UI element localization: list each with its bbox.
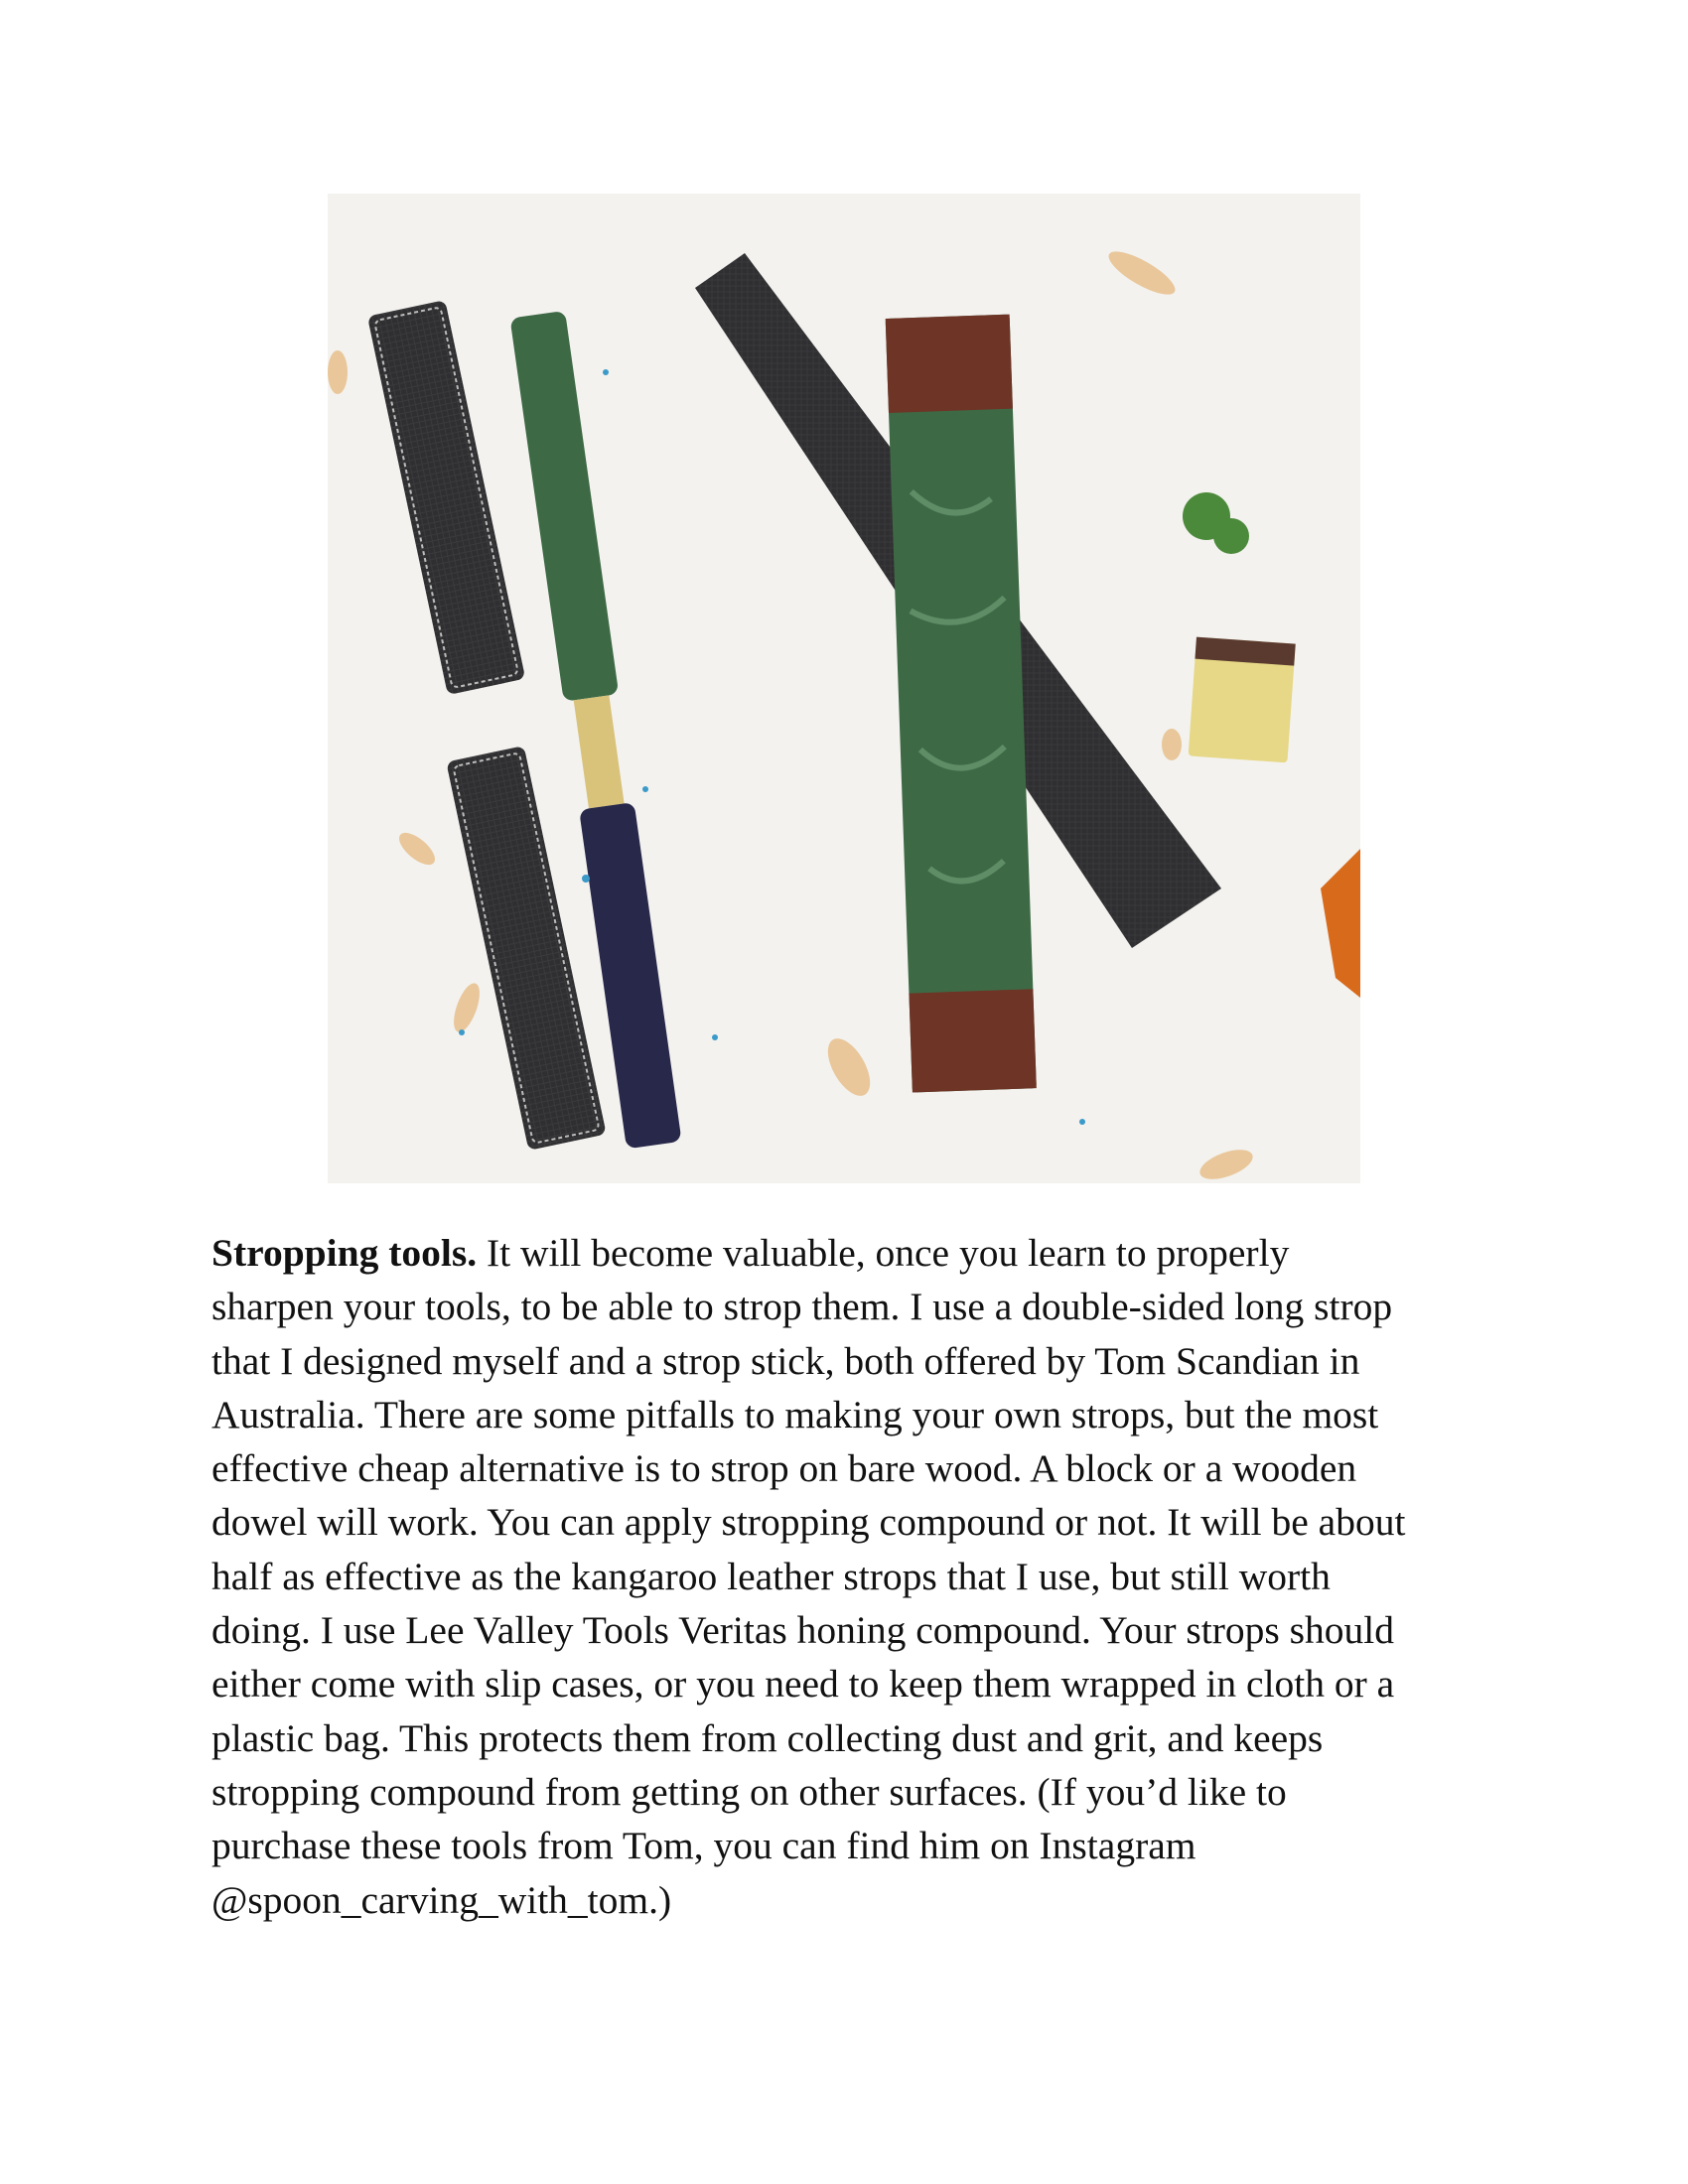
paragraph-line-1 bbox=[211, 1226, 1492, 1280]
paragraph-line: @spoon_carving_with_tom.) bbox=[211, 1877, 672, 1922]
paragraph-title: Stropping tools. bbox=[211, 1231, 478, 1275]
paragraph-line: half as effective as the kangaroo leather strops that I use, but still worth bbox=[211, 1554, 1331, 1598]
paragraph-line: either come with slip cases, or you need to keep them wrapped in cloth or a bbox=[211, 1662, 1395, 1706]
paragraph-line: effective cheap alternative is to strop on bare wood. A block or a wooden bbox=[211, 1446, 1357, 1491]
paragraph-line: purchase these tools from Tom, you can find him on Instagram bbox=[211, 1824, 1196, 1868]
wood-block-shape bbox=[1189, 637, 1296, 763]
paragraph-line: dowel will work. You can apply stropping compound or not. It will be about bbox=[211, 1500, 1406, 1545]
stropping-tools-photo bbox=[328, 194, 1360, 1183]
paragraph-line: doing. I use Lee Valley Tools Veritas honing compound. Your strops should bbox=[211, 1608, 1394, 1653]
paragraph bbox=[211, 1226, 1492, 1927]
paragraph-line: that I designed myself and a strop stick, both offered by Tom Scandian in bbox=[211, 1338, 1360, 1383]
paragraph-line-text: It will become valuable, once you learn to properly bbox=[477, 1231, 1290, 1275]
stropping-tools-illustration bbox=[328, 194, 1360, 1183]
paragraph-line: Australia. There are some pitfalls to making your own strops, but the most bbox=[211, 1392, 1379, 1436]
paragraph-line: plastic bag. This protects them from collecting dust and grit, and keeps bbox=[211, 1715, 1324, 1760]
paragraph-line: stropping compound from getting on other surfaces. (If you’d like to bbox=[211, 1769, 1287, 1814]
paragraph-line: sharpen your tools, to be able to strop them. I use a double-sided long strop bbox=[211, 1285, 1393, 1329]
